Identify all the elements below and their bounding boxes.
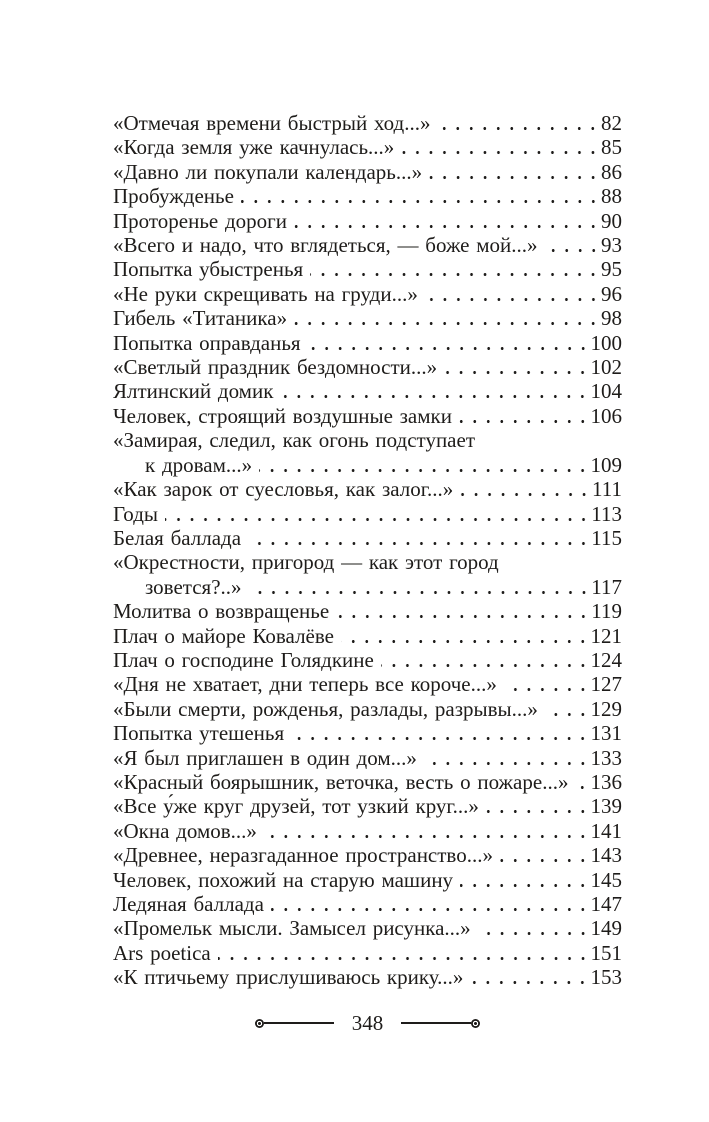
entry-title: Годы	[113, 501, 158, 526]
entry-page-number: 109	[590, 452, 622, 477]
dot-leader	[424, 762, 590, 765]
entry-page-number: 104	[590, 379, 622, 404]
toc-entry-line	[113, 550, 622, 574]
toc-entry-line	[113, 355, 622, 379]
entry-title: «Отмечая времени быстрый ход...»	[113, 111, 431, 135]
entry-title: «Дня не хватает, дни теперь все короче...»	[113, 672, 497, 697]
toc-entry-line	[113, 721, 622, 745]
toc-entry-line	[113, 502, 622, 526]
footer-rule-left	[264, 1022, 334, 1024]
toc-entry-line	[113, 916, 622, 940]
toc-entry-line	[113, 843, 622, 867]
toc-entry-line	[113, 770, 622, 794]
toc-entry-line	[113, 282, 622, 306]
entry-page-number: 98	[601, 306, 622, 331]
entry-title: Проторенье дороги	[113, 208, 288, 233]
entry-title: «Когда земля уже качнулась...»	[113, 135, 395, 160]
entry-title: «Окрестности, пригород — как этот город	[113, 550, 499, 575]
toc-entry-line	[113, 453, 622, 477]
toc-entry-line	[113, 257, 622, 281]
entry-title: Попытка утешенья	[113, 721, 285, 746]
toc-entry-line	[113, 209, 622, 233]
dot-leader	[218, 957, 590, 960]
dot-leader	[280, 395, 589, 398]
dot-leader	[429, 176, 600, 179]
dot-leader	[460, 884, 589, 887]
table-of-contents	[113, 111, 622, 990]
entry-title: Ars poetica	[113, 940, 211, 965]
entry-page-number: 82	[601, 111, 622, 135]
entry-page-number: 149	[590, 916, 622, 941]
entry-page-number: 141	[590, 818, 622, 843]
dot-leader	[308, 347, 590, 350]
toc-entry-line	[113, 233, 622, 257]
dot-leader	[478, 932, 590, 935]
entry-page-number: 124	[590, 647, 622, 672]
entry-title: «Как зарок от суесловья, как залог...»	[113, 477, 454, 502]
dot-leader	[264, 835, 590, 838]
entry-page-number: 151	[590, 940, 622, 965]
entry-page-number: 113	[591, 501, 622, 526]
toc-entry-line	[113, 306, 622, 330]
entry-title: «Замирая, следил, как огонь подступает	[113, 428, 476, 453]
toc-entry-line	[113, 868, 622, 892]
entry-page-number: 133	[590, 745, 622, 770]
dot-leader	[500, 859, 590, 862]
entry-page-number: 139	[590, 794, 622, 819]
entry-title: Пробужденье	[113, 184, 234, 209]
entry-title: «Всего и надо, что вглядеться, — боже мой...»	[113, 233, 538, 258]
entry-page-number: 106	[590, 403, 622, 428]
toc-entry-line	[113, 160, 622, 184]
entry-title: Человек, строящий воздушные замки	[113, 403, 452, 428]
entry-title: «Светлый праздник бездомности...»	[113, 355, 438, 380]
toc-entry-line	[113, 892, 622, 916]
footer-rule-right	[401, 1022, 471, 1024]
entry-page-number: 117	[591, 574, 622, 599]
dot-leader	[486, 810, 590, 813]
dot-leader	[504, 688, 590, 691]
dot-leader	[294, 225, 600, 228]
dot-leader	[425, 298, 600, 301]
entry-page-number: 102	[590, 355, 622, 380]
dot-leader	[248, 542, 590, 545]
toc-entry-line	[113, 672, 622, 696]
entry-page-number: 88	[601, 184, 622, 209]
toc-entry-line	[113, 965, 622, 989]
entry-title: «Я был приглашен в один дом...»	[113, 745, 417, 770]
entry-page-number: 147	[590, 892, 622, 916]
toc-entry-line	[113, 624, 622, 648]
entry-page-number: 111	[592, 477, 622, 502]
entry-title: Плач о господине Голядкине	[113, 647, 374, 672]
toc-entry-line	[113, 575, 622, 599]
entry-title: «Красный боярышник, веточка, весть о пожаре...»	[113, 769, 569, 794]
entry-title: «К птичьему прислушиваюсь крику...»	[113, 965, 464, 990]
entry-page-number: 86	[601, 159, 622, 184]
dot-leader	[310, 273, 600, 276]
toc-entry-line	[113, 477, 622, 501]
entry-title: Ледяная баллада	[113, 892, 264, 916]
toc-entry-line	[113, 428, 622, 452]
entry-title: «Не руки скрещивать на груди...»	[113, 281, 418, 306]
entry-title: Плач о майоре Ковалёве	[113, 623, 334, 648]
entry-page-number: 143	[590, 843, 622, 868]
entry-page-number: 93	[601, 233, 622, 258]
toc-entry-line	[113, 379, 622, 403]
entry-page-number: 145	[590, 867, 622, 892]
entry-page-number: 121	[590, 623, 622, 648]
entry-page-number: 131	[590, 721, 622, 746]
entry-page-number: 127	[590, 672, 622, 697]
toc-entry-line	[113, 794, 622, 818]
toc-entry-line	[113, 697, 622, 721]
dot-leader	[271, 908, 590, 911]
dot-leader	[259, 469, 589, 472]
dot-leader	[294, 322, 600, 325]
dot-leader	[470, 981, 589, 984]
toc-entry-line	[113, 135, 622, 159]
entry-title: Белая баллада	[113, 525, 242, 550]
entry-title: Ялтинский домик	[113, 379, 274, 404]
entry-page-number: 85	[601, 135, 622, 160]
dot-leader	[545, 713, 590, 716]
dot-leader	[437, 127, 600, 130]
entry-title: «Давно ли покупали календарь...»	[113, 159, 423, 184]
entry-title: Попытка убыстренья	[113, 257, 304, 282]
toc-entry-line	[113, 404, 622, 428]
dot-leader	[575, 786, 589, 789]
toc-entry-line	[113, 184, 622, 208]
entry-title: к дровам...»	[145, 452, 253, 477]
entry-page-number: 153	[590, 965, 622, 990]
toc-entry-line	[113, 819, 622, 843]
dot-leader	[249, 591, 591, 594]
dot-leader	[381, 664, 590, 667]
dot-leader	[545, 249, 600, 252]
toc-entry-line	[113, 526, 622, 550]
entry-title: «Были смерти, рожденья, разлады, разрывы...»	[113, 696, 538, 721]
ring-dot-ornament-left-icon	[255, 1019, 264, 1028]
toc-entry-line	[113, 111, 622, 135]
entry-page-number: 129	[590, 696, 622, 721]
dot-leader	[341, 640, 590, 643]
entry-page-number: 96	[601, 281, 622, 306]
toc-entry-line	[113, 746, 622, 770]
entry-page-number: 115	[591, 525, 622, 550]
dot-leader	[241, 200, 600, 203]
entry-title: Гибель «Титаника»	[113, 306, 288, 331]
toc-entry-line	[113, 331, 622, 355]
entry-title: Человек, похожий на старую машину	[113, 867, 454, 892]
entry-page-number: 95	[601, 257, 622, 282]
toc-entry-line	[113, 941, 622, 965]
ring-dot-ornament-right-icon	[471, 1019, 480, 1028]
dot-leader	[444, 371, 589, 374]
entry-page-number: 100	[590, 330, 622, 355]
entry-title: зовется?..»	[145, 574, 242, 599]
entry-page-number: 119	[591, 599, 622, 624]
dot-leader	[165, 518, 590, 521]
entry-title: «Древнее, неразгаданное пространство...»	[113, 843, 493, 868]
entry-title: Попытка оправданья	[113, 330, 301, 355]
entry-page-number: 136	[590, 769, 622, 794]
dot-leader	[460, 493, 591, 496]
entry-title: «Окна домов...»	[113, 818, 257, 843]
folio-page-number: 348	[351, 1011, 384, 1035]
dot-leader	[459, 420, 590, 423]
dot-leader	[291, 737, 589, 740]
page-footer	[113, 1008, 622, 1038]
entry-page-number: 90	[601, 208, 622, 233]
entry-title: Молитва о возвращенье	[113, 599, 330, 624]
entry-title: «Промельк мысли. Замысел рисунка...»	[113, 916, 471, 941]
dot-leader	[336, 615, 590, 618]
dot-leader	[401, 151, 600, 154]
toc-entry-line	[113, 648, 622, 672]
entry-title: «Все у́же круг друзей, тот узкий круг...»	[113, 794, 479, 819]
toc-entry-line	[113, 599, 622, 623]
